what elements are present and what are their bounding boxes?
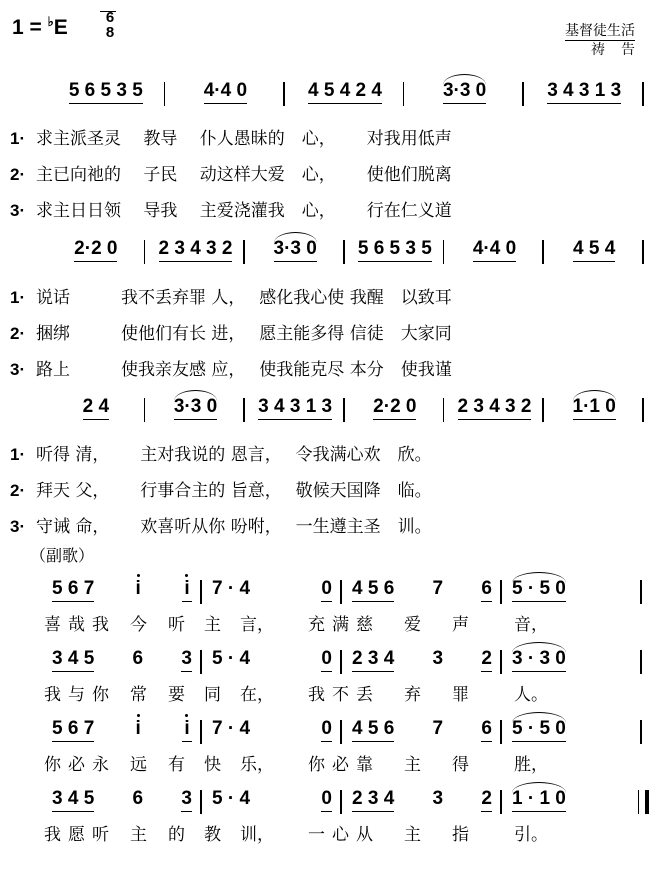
lyric-char: 听 [168,615,185,635]
measure [42,578,202,610]
note-group: 3 4 5 [52,648,94,672]
lyric-char: 哉 [68,615,85,635]
chorus-staff-row [42,718,642,750]
note-group: i [182,578,192,602]
note-group: 6 [481,718,492,742]
measure [202,648,342,680]
lyric-char: 胜， [514,755,548,775]
lyric-char: 音， [514,615,548,635]
note-group: 4·4 0 [204,80,247,104]
lyric-char: 主 [130,825,147,845]
verse-staff-row [46,238,644,270]
chorus-lyric-row [42,750,642,774]
verse-line [10,124,640,148]
lyric-char: 一 [308,825,325,845]
measure [202,578,342,610]
barline [640,650,642,674]
verse-line [10,160,640,184]
note-group: 6 [481,578,492,602]
note-group: 3 [432,648,444,669]
lyric-char: 罪 [452,685,469,705]
lyric-char: 常 [130,685,147,705]
note-group: 4 5 4 [573,238,615,262]
barline [642,398,644,422]
measure [544,238,644,270]
measure [202,788,342,820]
note-group: 3·3 0 [274,238,317,262]
note-group: 3 4 5 [52,788,94,812]
note-group: 2·2 0 [373,396,416,420]
lyric-char: 同 [204,685,221,705]
verse-text: 求主派圣灵 教导 仆人愚昧的 心， 对我用低声 [36,129,452,149]
barline [642,240,644,264]
lyric-char: 有 [168,755,185,775]
lyric-char: 必 [332,755,349,775]
lyric-char: 心 [332,825,349,845]
lyric-char: 教 [204,825,221,845]
tie-arc [512,712,566,723]
lyric-char: 远 [130,755,147,775]
verse-line [10,196,640,220]
note-group: i [182,718,192,742]
note-group: 5 · 4 [212,648,251,669]
measure [445,238,545,270]
lyric-char: 我 [44,685,61,705]
note-group: 5 · 5 0 [512,578,566,602]
note-group: 5 6 5 3 5 [69,80,143,104]
verse-text: 路上 使我亲友感 应， 使我能克尽 本分 使我谨 [36,360,452,380]
lyric-char: 听 [92,825,109,845]
measure [42,648,202,680]
note-group: 5 · 4 [212,788,251,809]
category-name: 祷告 [591,42,651,58]
verse-text: 听得 清， 主对我说的 恩言， 令我满心欢 欣。 [36,445,432,465]
note-group: i [133,578,143,600]
lyric-char: 引。 [514,825,548,845]
verse-number: 2· [10,165,26,184]
lyric-char: 今 [130,615,147,635]
lyric-char: 你 [92,685,109,705]
note-group: 0 [321,718,332,742]
lyric-char: 爱 [404,615,421,635]
key-prefix: 1 = [12,16,48,39]
lyric-char: 乐， [240,755,274,775]
lyric-char: 必 [68,755,85,775]
lyric-char: 慈 [356,615,373,635]
measure [524,80,644,112]
lyric-char: 你 [308,755,325,775]
measure [345,396,445,428]
lyric-char: 丢 [356,685,373,705]
tie-arc [443,74,486,85]
note-group: 0 [321,648,332,672]
measure [46,396,146,428]
lyric-char: 快 [204,755,221,775]
lyric-char: 主 [404,755,421,775]
measure [342,718,502,750]
time-top: 6 [105,9,115,26]
note-group: 7 · 4 [212,718,251,739]
measure [502,648,642,680]
verse-line [10,440,640,464]
verse-staff-row [46,396,644,428]
note-group: 3 [432,788,444,809]
note-group: 6 [132,788,144,809]
note-group: 2 [481,648,492,672]
measure [146,396,246,428]
lyric-char: 在， [240,685,274,705]
lyric-char: 主 [404,825,421,845]
measure [502,788,642,820]
lyric-char: 不 [332,685,349,705]
note-group: 3 4 3 1 3 [258,396,332,420]
note-group: 2 3 4 3 2 [159,238,233,262]
note-group: 2 3 4 [352,648,394,672]
note-group: 6 [132,648,144,669]
lyric-char: 愿 [68,825,85,845]
note-group: 2 [481,788,492,812]
time-bottom: 8 [105,24,115,41]
chorus-label: （副歌） [30,546,95,565]
lyric-char: 训， [240,825,274,845]
barline [640,580,642,604]
verse-number: 3· [10,360,26,379]
note-group: 2·2 0 [74,238,117,262]
measure [46,238,146,270]
measure [42,788,202,820]
verse-text: 求主日日领 导我 主爱浇灌我 心， 行在仁义道 [36,201,452,221]
note-group: 3 [181,648,192,672]
chorus-lyric-row [42,820,642,844]
note-group: 1·1 0 [573,396,616,420]
note-group: 1 · 1 0 [512,788,566,812]
note-group: 5 6 5 3 5 [358,238,432,262]
measure [445,396,545,428]
chorus-staff-row [42,578,642,610]
measure [285,80,405,112]
verse-line [10,355,640,379]
note-group: 5 · 5 0 [512,718,566,742]
measure [245,396,345,428]
barline [642,82,644,106]
chorus-staff-row [42,788,642,820]
verse-line [10,512,640,536]
verse-text: 捆绑 使他们有长 进， 愿主能多得 信徒 大家同 [36,324,452,344]
tie-arc [512,782,566,793]
barline [640,720,642,744]
lyric-char: 喜 [44,615,61,635]
verse-staff-row [46,80,644,112]
verse-line [10,319,640,343]
note-group: 3·3 0 [174,396,217,420]
lyric-char: 从 [356,825,373,845]
measure [146,238,246,270]
lyric-char: 指 [452,825,469,845]
lyric-char: 声 [452,615,469,635]
measure [342,788,502,820]
verse-number: 1· [10,288,26,307]
tie-arc [512,642,566,653]
lyric-char: 我 [44,825,61,845]
verse-number: 2· [10,324,26,343]
lyric-char: 言， [240,615,274,635]
tie-arc [274,232,317,243]
measure [502,578,642,610]
key-signature [12,16,68,40]
lyric-char: 得 [452,755,469,775]
measure [202,718,342,750]
note-group: 3·3 0 [443,80,486,104]
note-group: 5 6 7 [52,718,94,742]
lyric-char: 满 [332,615,349,635]
source-info [565,22,651,59]
verse-text: 说话 我不丢弃罪 人， 感化我心使 我醒 以致耳 [36,288,452,308]
measure [46,80,166,112]
lyric-char: 靠 [356,755,373,775]
verse-text: 主已向祂的 子民 动这样大爱 心， 使他们脱离 [36,165,452,185]
verse-number: 1· [10,445,26,464]
verse-text: 守诫 命， 欢喜听从你 吩咐， 一生遵主圣 训。 [36,517,432,537]
lyric-char: 永 [92,755,109,775]
verse-number: 3· [10,201,26,220]
tie-arc [512,572,566,583]
note-group: 4 5 6 [352,578,394,602]
note-group: i [133,718,143,740]
measure [405,80,525,112]
chorus-lyric-row [42,610,642,634]
verse-number: 3· [10,517,26,536]
measure [42,718,202,750]
verse-text: 拜天 父， 行事合主的 旨意， 敬候天国降 临。 [36,481,432,501]
note-group: 0 [321,578,332,602]
note-group: 4 5 4 2 4 [308,80,382,104]
note-group: 2 4 [83,396,109,420]
lyric-char: 与 [68,685,85,705]
verse-number: 2· [10,481,26,500]
note-group: 2 3 4 3 2 [458,396,532,420]
measure [342,578,502,610]
note-group: 4 5 6 [352,718,394,742]
note-group: 5 6 7 [52,578,94,602]
note-group: 2 3 4 [352,788,394,812]
lyric-char: 人。 [514,685,548,705]
lyric-char: 你 [44,755,61,775]
note-group: 7 [432,578,444,599]
verse-line [10,283,640,307]
time-signature [100,10,120,40]
measure [342,648,502,680]
note-group: 0 [321,788,332,812]
measure [345,238,445,270]
measure [166,80,286,112]
lyric-char: 弃 [404,685,421,705]
chorus-lyric-row [42,680,642,704]
lyric-char: 充 [308,615,325,635]
verse-line [10,476,640,500]
tie-arc [174,390,217,401]
verse-number: 1· [10,129,26,148]
measure [544,396,644,428]
lyric-char: 要 [168,685,185,705]
note-group: 3 · 3 0 [512,648,566,672]
measure [245,238,345,270]
final-barline [638,790,649,814]
lyric-char: 主 [204,615,221,635]
note-group: 4·4 0 [473,238,516,262]
lyric-char: 我 [92,615,109,635]
measure [502,718,642,750]
key-note: E [53,16,68,39]
flat-sign: ♭ [47,14,54,29]
chorus-staff-row [42,648,642,680]
note-group: 3 4 3 1 3 [547,80,621,104]
note-group: 7 · 4 [212,578,251,599]
note-group: 7 [432,718,444,739]
tie-arc [573,390,616,401]
lyric-char: 我 [308,685,325,705]
note-group: 3 [181,788,192,812]
lyric-char: 的 [168,825,185,845]
source-name: 基督徒生活 [565,23,635,39]
